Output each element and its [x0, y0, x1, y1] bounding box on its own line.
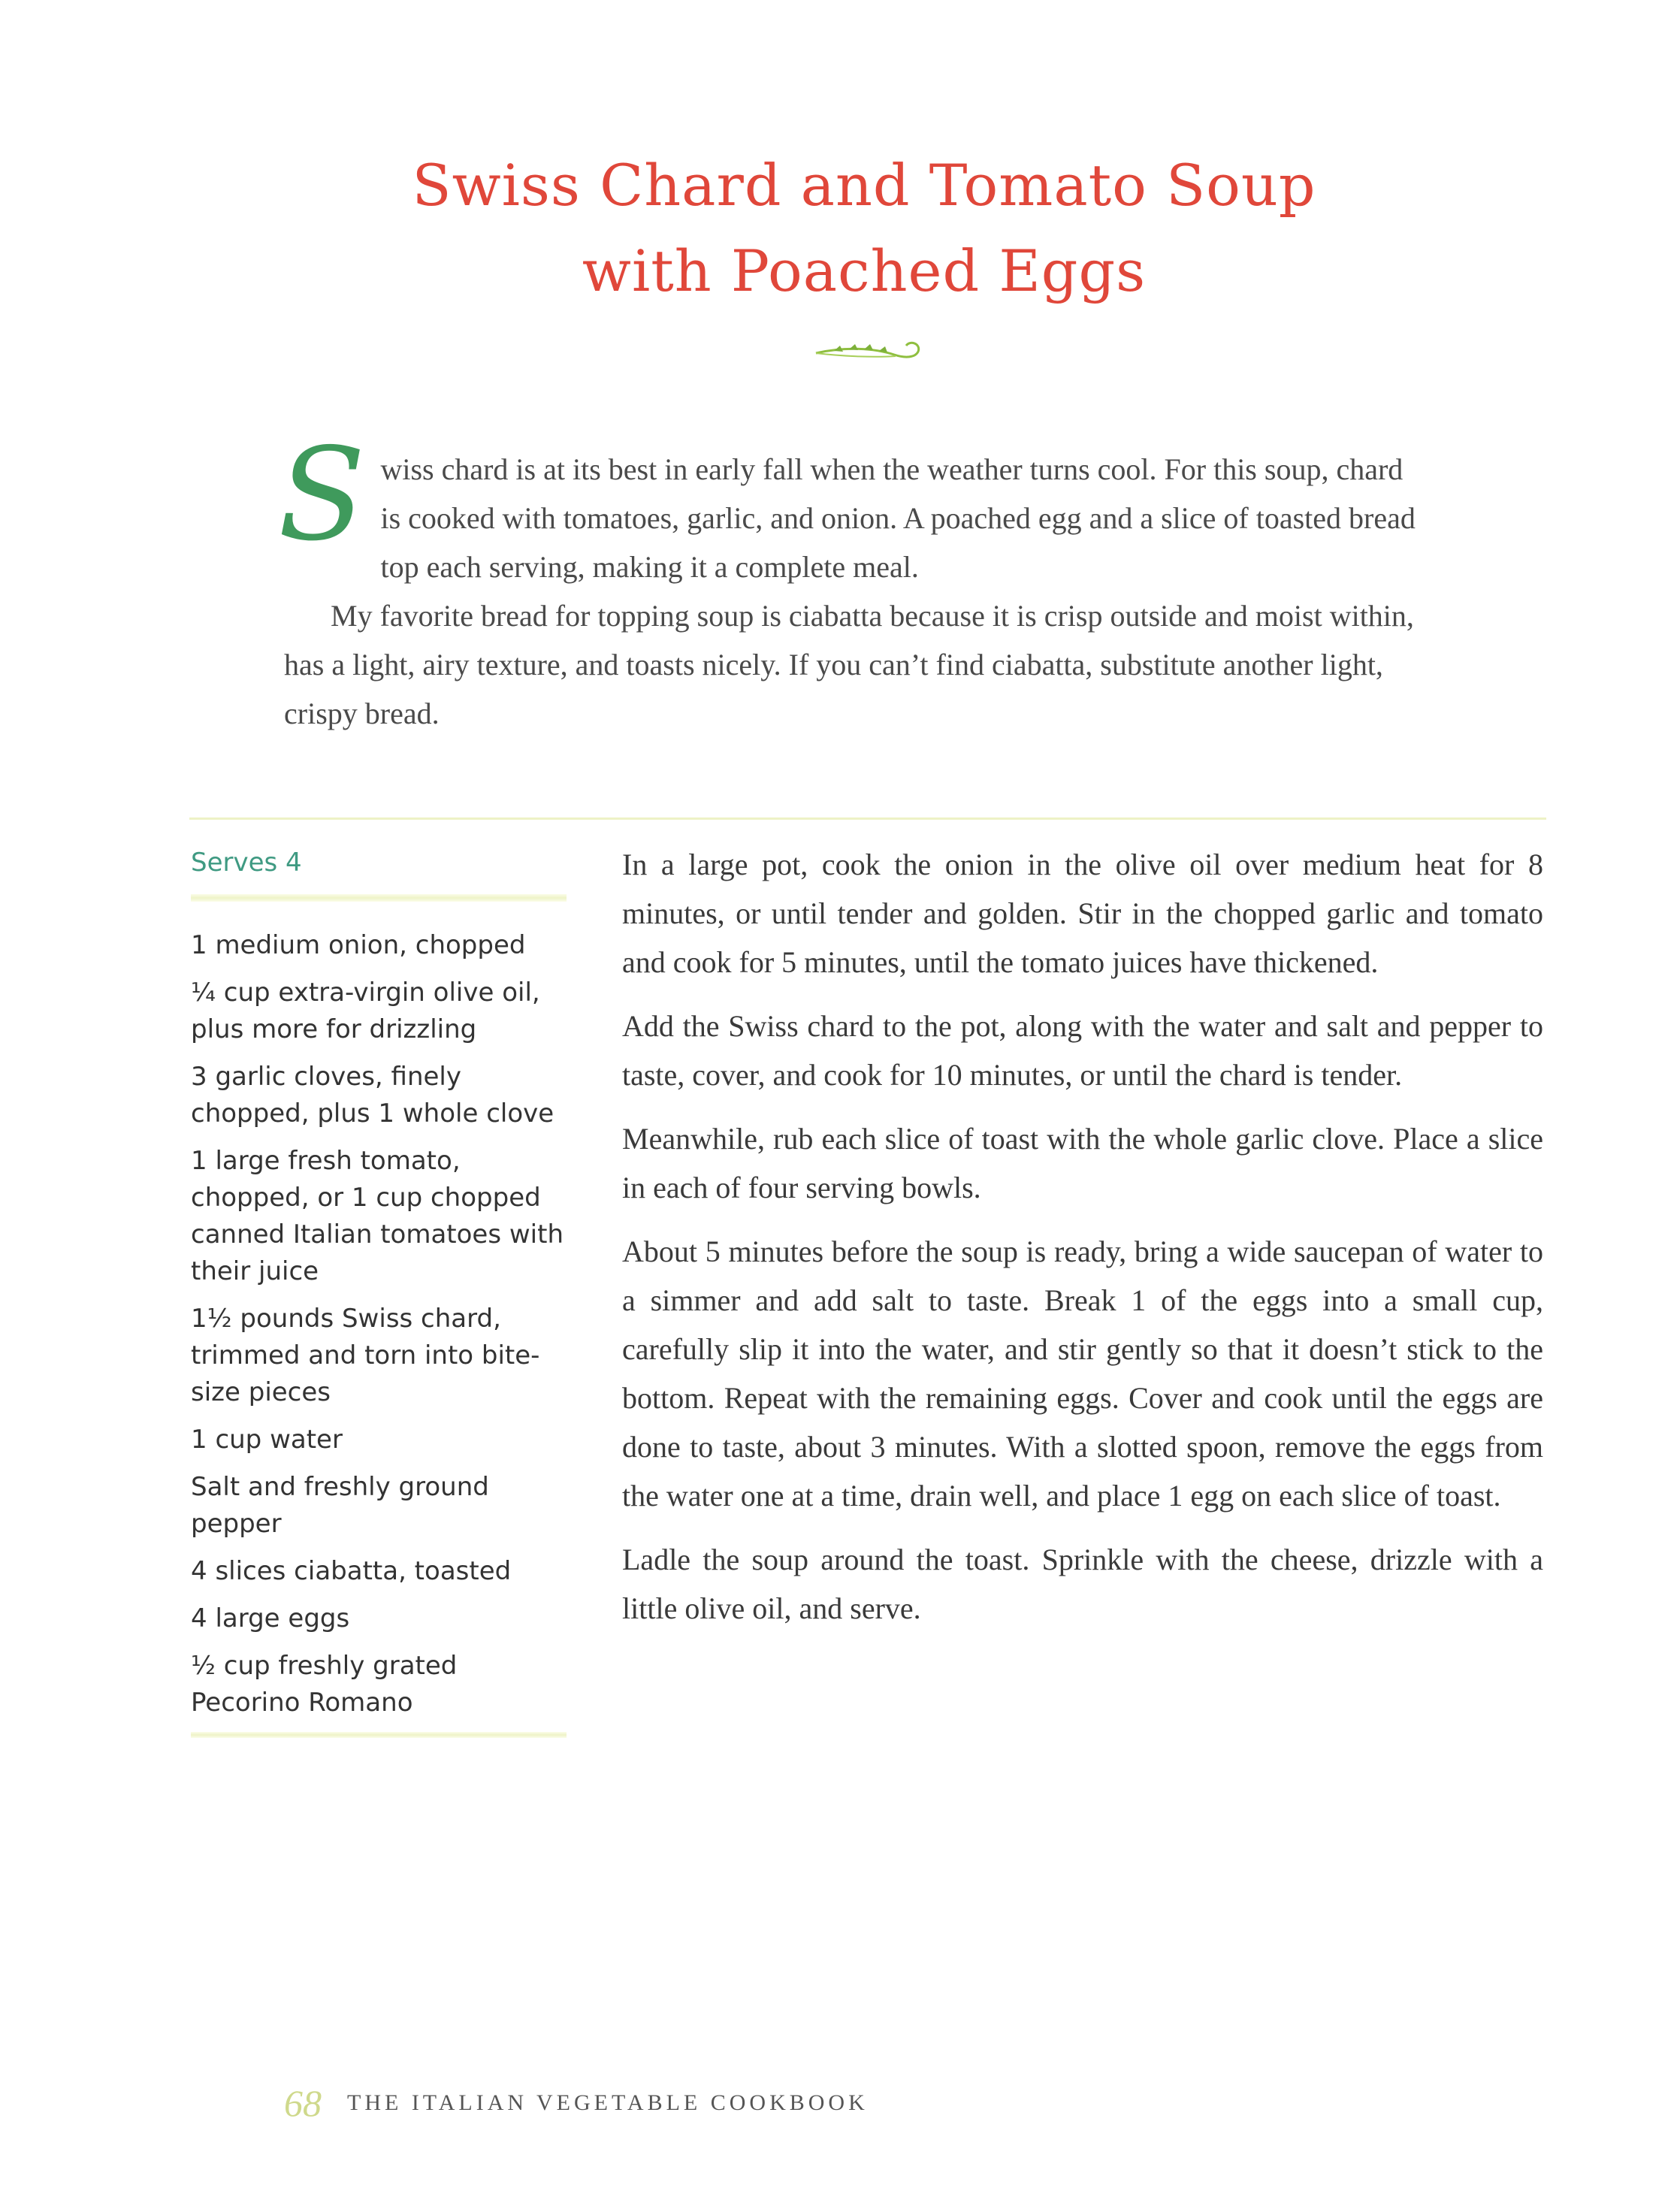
method-step: In a large pot, cook the onion in the olive oil over medium heat for 8 minutes, or until tender and golden. Stir in the chopped garlic and tomato and cook for 5 minutes, until the tomato juices have thickened. — [622, 848, 1543, 979]
method-step: Ladle the soup around the toast. Sprinkle with the cheese, drizzle with a little olive oil, and serve. — [622, 1543, 1543, 1625]
drop-cap: S — [278, 421, 366, 570]
ingredient-list — [191, 927, 567, 1721]
intro-paragraph-1 — [278, 421, 1419, 591]
section-divider — [189, 817, 1546, 820]
ingredient-item: 1 cup water — [191, 1425, 343, 1455]
ingredient-item: 1 large fresh tomato, chopped, or 1 cup chopped canned Italian tomatoes with their juice — [191, 1146, 564, 1286]
serves-label: Serves 4 — [191, 848, 302, 878]
method-step: About 5 minutes before the soup is ready, bring a wide saucepan of water to a simmer and add salt to taste. Break 1 of the eggs into a small cup, carefully slip it into the water, and stir gently so that it doesn’t stick to the bottom. Repeat with the remaining eggs. Cover and cook until the eggs are done to taste, about 3 minutes. With a slotted spoon, remove the eggs from the water one at a time, drain well, and place 1 egg on each slice of toast. — [622, 1235, 1543, 1513]
page-number: 68 — [284, 2082, 322, 2124]
ingredient-item: 1½ pounds Swiss chard, trimmed and torn into bite-size pieces — [191, 1304, 540, 1407]
sidebar-divider — [191, 894, 567, 902]
page-footer — [284, 2081, 869, 2125]
intro-paragraph-1-text: wiss chard is at its best in early fall when the weather turns cool. For this soup, chard is cooked with tomatoes, garlic, and onion. A poached egg and a slice of toasted bread top each serving, making it a complete meal. — [380, 452, 1416, 584]
recipe-title-line-2: with Poached Eggs — [582, 237, 1147, 304]
recipe-title-line-1: Swiss Chard and Tomato Soup — [412, 152, 1316, 219]
method-step: Add the Swiss chard to the pot, along with the water and salt and pepper to taste, cover, and cook for 10 minutes, or until the chard is tender. — [622, 1009, 1543, 1092]
book-title: THE ITALIAN VEGETABLE COOKBOOK — [347, 2090, 869, 2115]
ingredient-item: 4 large eggs — [191, 1603, 350, 1633]
recipe-intro — [278, 421, 1419, 738]
ingredient-item: 1 medium onion, chopped — [191, 930, 526, 960]
vine-flourish-icon — [811, 331, 924, 368]
ingredients-sidebar — [191, 840, 567, 1738]
ingredient-item: ¼ cup extra-virgin olive oil, plus more for drizzling — [191, 978, 540, 1044]
ingredient-item: 3 garlic cloves, finely chopped, plus 1 whole clove — [191, 1062, 554, 1129]
sidebar-bottom-divider — [191, 1732, 567, 1738]
intro-paragraph-2: My favorite bread for topping soup is ciabatta because it is crisp outside and moist within, has a light, airy texture, and toasts nicely. If you can’t find ciabatta, substitute another light, crispy bread. — [284, 599, 1414, 730]
ingredient-item: Salt and freshly ground pepper — [191, 1472, 489, 1539]
recipe-title — [225, 143, 1503, 314]
ingredient-item: 4 slices ciabatta, toasted — [191, 1556, 512, 1586]
recipe-method — [622, 840, 1543, 1648]
ingredient-item: ½ cup freshly grated Pecorino Romano — [191, 1651, 458, 1718]
method-step: Meanwhile, rub each slice of toast with the whole garlic clove. Place a slice in each of four serving bowls. — [622, 1122, 1543, 1204]
